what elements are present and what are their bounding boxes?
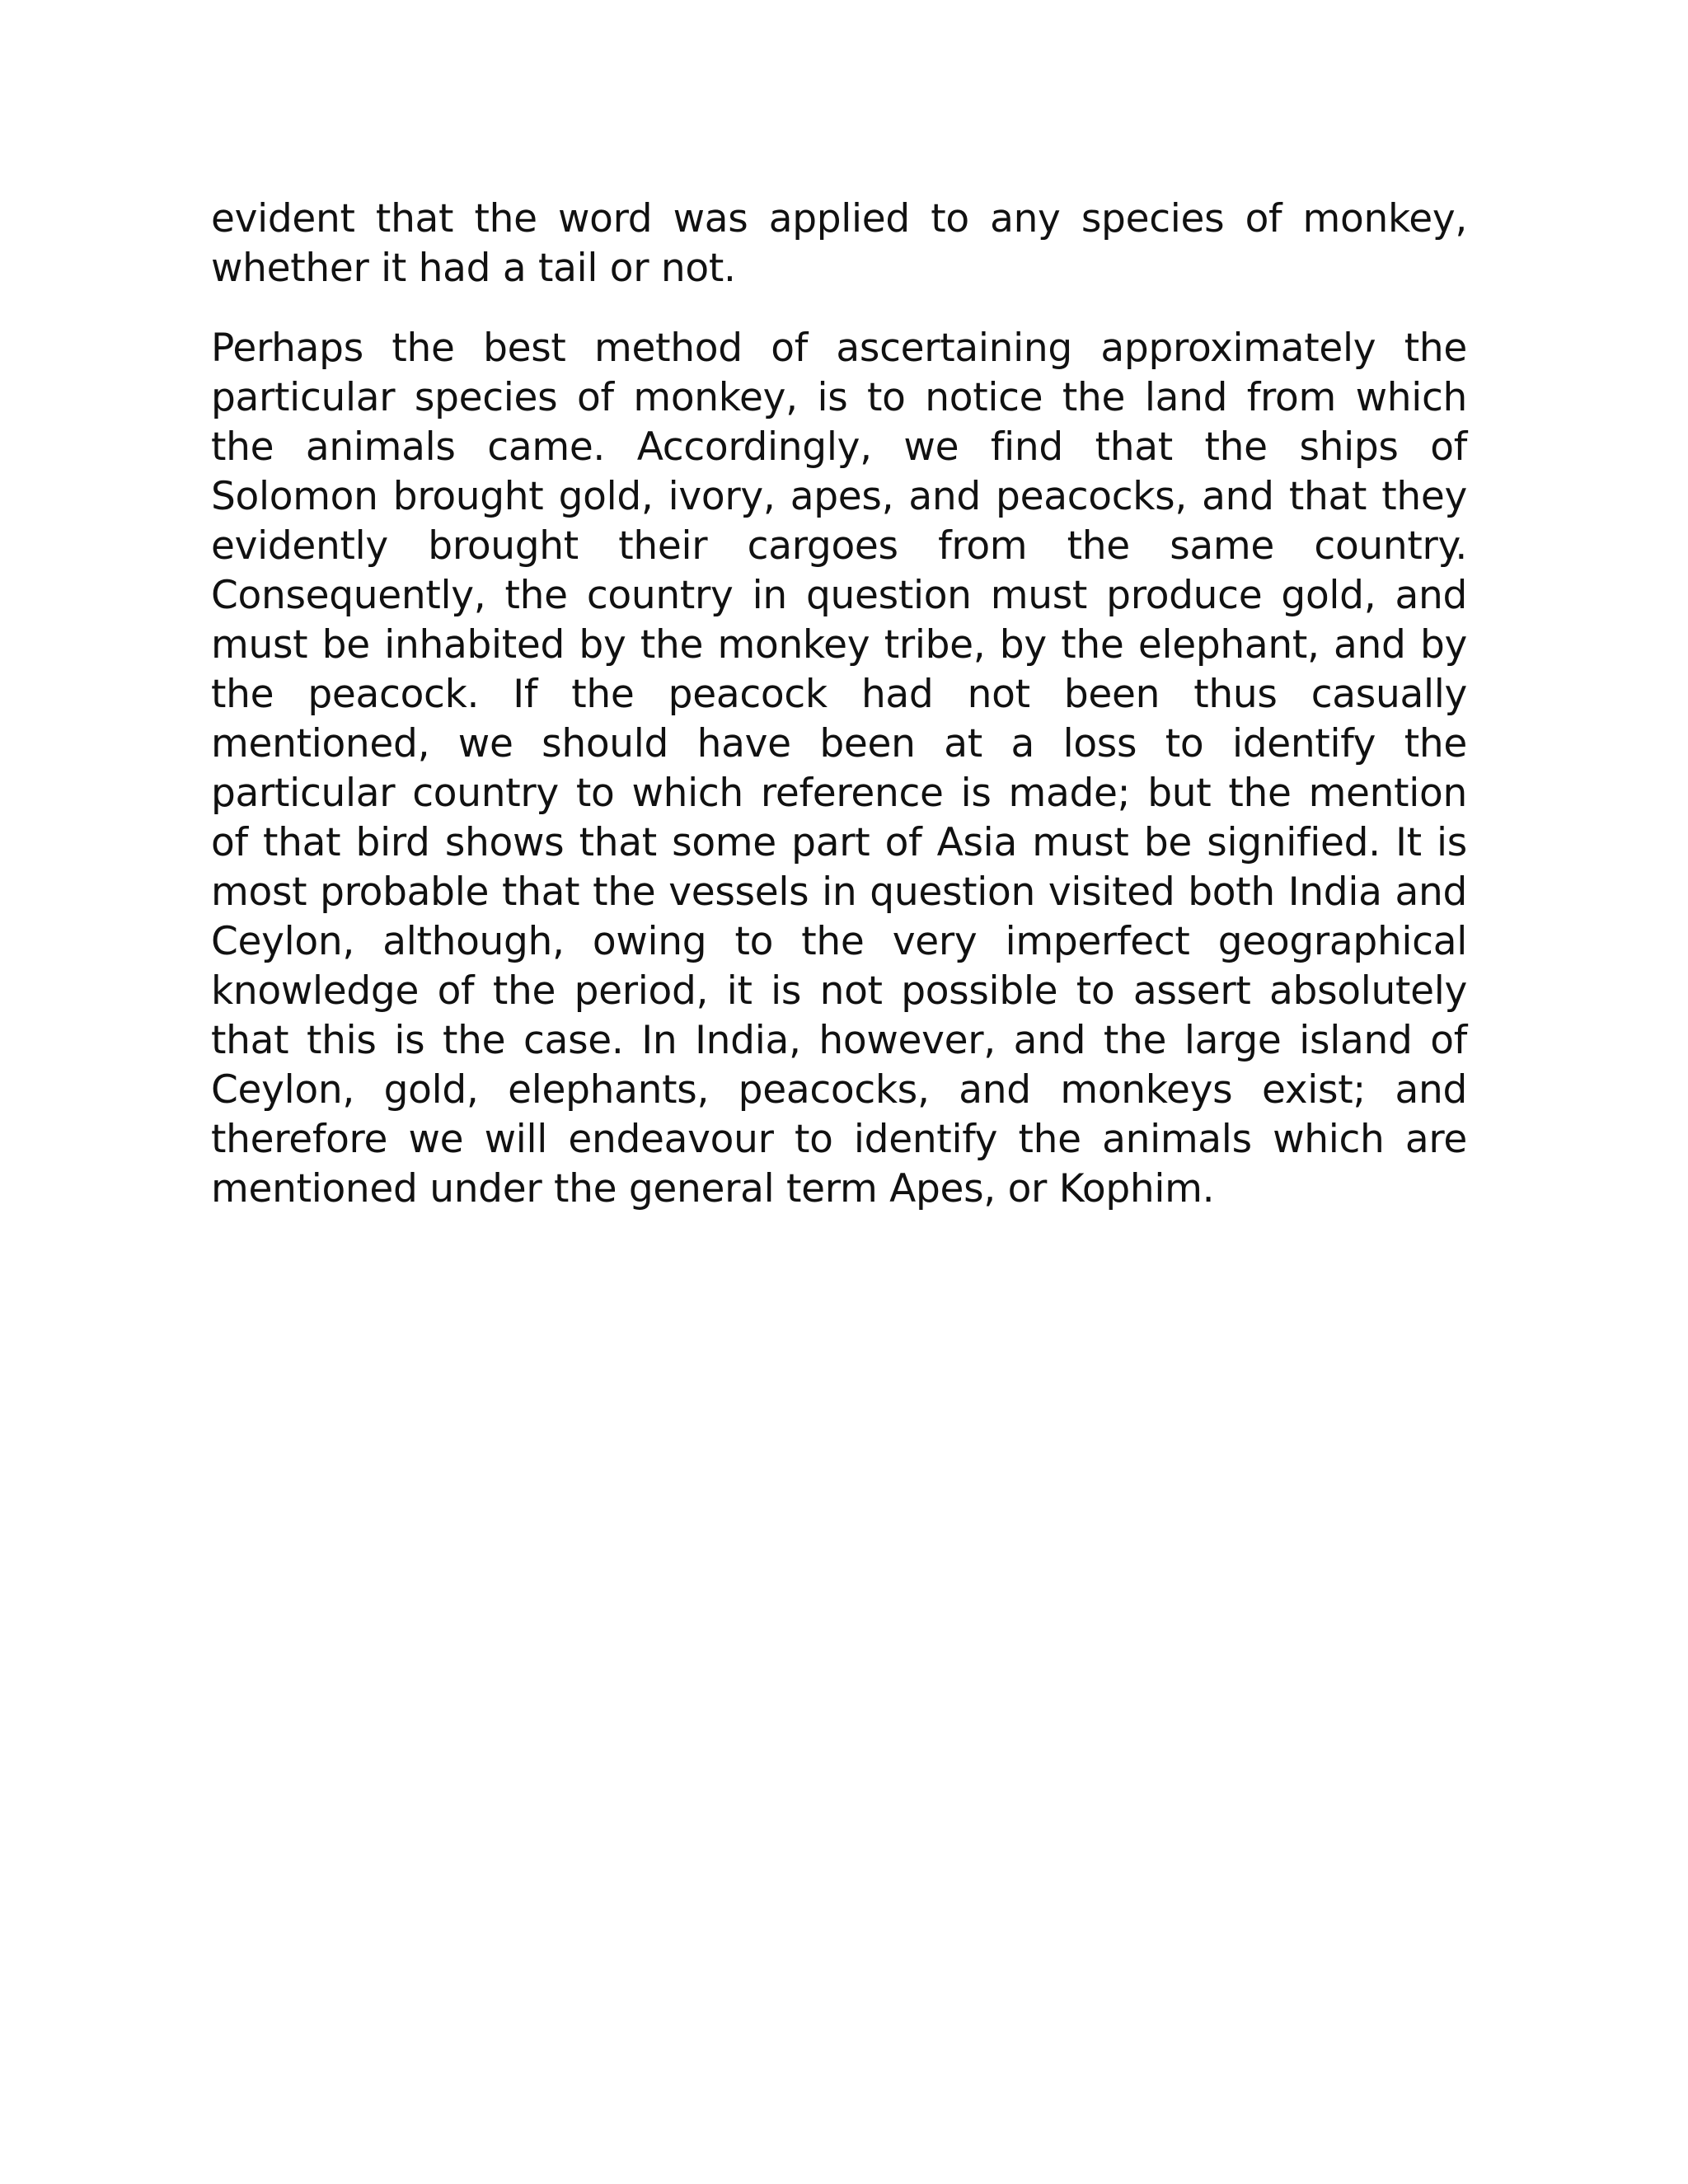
paragraph-2: Perhaps the best method of ascertaining approximately the particular species of monkey, is to notice the land from which the animals came. Accordingly, we find that the ships of Solomon brought gold, ivory, apes, and peacocks, and that they evidently brought their cargoes from the same country. Consequently, the country in question must produce gold, and must be inhabited by the monkey tribe, by the elephant, and by the peacock. If the peacock had not been thus casually mentioned, we should have been at a loss to identify the particular country to which reference is made; but the mention of that bird shows that some part of Asia must be signified. It is most probable that the vessels in question visited both India and Ceylon, although, owing to the very imperfect geographical knowledge of the period, it is not possible to assert absolutely that this is the case. In India, however, and the large island of Ceylon, gold, elephants, peacocks, and monkeys exist; and therefore we will endeavour to identify the animals which are mentioned under the general term Apes, or Kophim. (211, 326, 1467, 1212)
paragraph-1: evident that the word was applied to any species of monkey, whether it had a tail or not. (211, 196, 1467, 291)
body-text (211, 194, 1467, 1244)
